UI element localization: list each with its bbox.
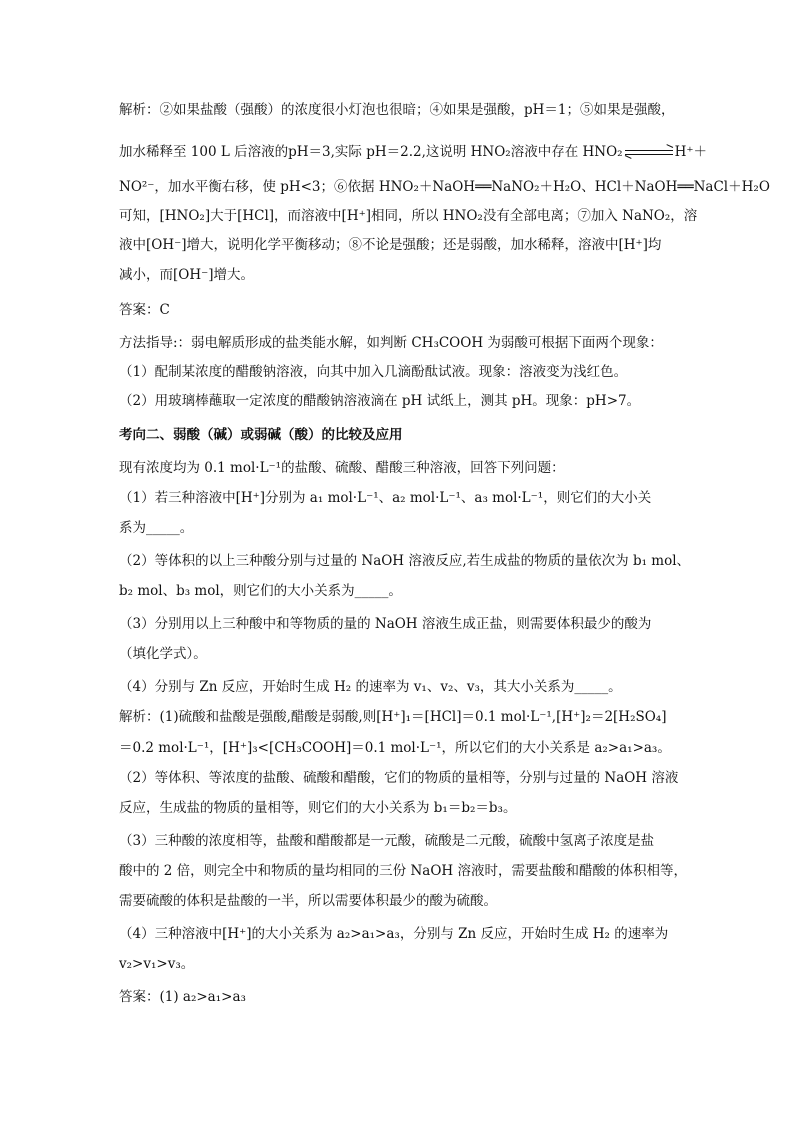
text-line: （1）配制某浓度的醋酸钠溶液，向其中加入几滴酚酞试液。现象：溶液变为浅红色。 <box>119 364 628 380</box>
question-line: b₂ mol、b₃ mol，则它们的大小关系为_____。 <box>119 583 402 599</box>
text-line: 现有浓度均为 0.1 mol·L⁻¹的盐酸、硫酸、醋酸三种溶液，回答下列问题： <box>119 460 565 476</box>
question-line: （2）等体积的以上三种酸分别与过量的 NaOH 溶液反应,若生成盐的物质的量依次为 b₁ mol、 <box>119 553 691 569</box>
text-line: （3）三种酸的浓度相等，盐酸和醋酸都是一元酸，硫酸是二元酸，硫酸中氢离子浓度是盐 <box>119 833 655 849</box>
text-segment: 加水稀释至 100 L 后溶液的pH＝3,实际 pH＝2.2,这说明 HNO₂溶液中存在 HNO₂ <box>119 144 623 160</box>
text-line: 需要硫酸的体积是盐酸的一半，所以需要体积最少的酸为硫酸。 <box>119 893 497 909</box>
question-line: 系为_____。 <box>119 520 194 536</box>
text-line: ＝0.2 mol·L⁻¹，[H⁺]₃<[CH₃COOH]＝0.1 mol·L⁻¹，所以它们的大小关系是 a₂>a₁>a₃。 <box>119 740 671 756</box>
text-line: 可知，[HNO₂]大于[HCl]，而溶液中[H⁺]相同，所以 HNO₂没有全部电离；⑦加入 NaNO₂，溶 <box>119 208 698 224</box>
answer-line: 答案：(1) a₂>a₁>a₃ <box>119 989 246 1005</box>
text-line: 酸中的 2 倍，则完全中和物质的量均相同的三份 NaOH 溶液时，需要盐酸和醋酸的体积相等， <box>119 863 687 879</box>
answer-line: 答案：C <box>119 302 170 318</box>
equilibrium-arrow-icon <box>623 147 675 159</box>
question-line: （3）分别用以上三种酸中和等物质的量的 NaOH 溶液生成正盐，则需要体积最少的酸为 <box>119 616 652 632</box>
text-line: 方法指导:：弱电解质形成的盐类能水解，如判断 CH₃COOH 为弱酸可根据下面两个现象： <box>119 335 663 351</box>
text-line: 反应，生成盐的物质的量相等，则它们的大小关系为 b₁＝b₂＝b₃。 <box>119 800 517 816</box>
text-segment: H⁺＋ <box>674 144 707 160</box>
question-line: （填化学式）。 <box>119 646 207 662</box>
text-line: v₂>v₁>v₃。 <box>119 956 195 972</box>
text-line: 液中[OH⁻]增大，说明化学平衡移动；⑧不论是强酸；还是弱酸，加水稀释，溶液中[H⁺]均 <box>119 237 662 253</box>
text-line: （2）等体积、等浓度的盐酸、硫酸和醋酸，它们的物质的量相等，分别与过量的 NaOH 溶液 <box>119 770 679 786</box>
question-line: （4）分别与 Zn 反应，开始时生成 H₂ 的速率为 v₁、v₂、v₃，其大小关系为_____。 <box>119 679 622 695</box>
text-line: 解析：②如果盐酸（强酸）的浓度很小灯泡也很暗；④如果是强酸，pH＝1；⑤如果是强酸， <box>119 102 675 118</box>
text-line: （4）三种溶液中[H⁺]的大小关系为 a₂>a₁>a₃，分别与 Zn 反应，开始时生成 H₂ 的速率为 <box>119 926 669 942</box>
text-line: 解析：(1)硫酸和盐酸是强酸,醋酸是弱酸,则[H⁺]₁＝[HCl]＝0.1 mol·L⁻¹,[H⁺]₂＝2[H₂SO₄] <box>119 709 667 725</box>
section-heading: 考向二、弱酸（碱）或弱碱（酸）的比较及应用 <box>119 427 403 443</box>
text-line <box>119 143 707 161</box>
text-line: NO²⁻，加水平衡右移，使 pH<3；⑥依据 HNO₂＋NaOH══NaNO₂＋H₂O、HCl＋NaOH══NaCl＋H₂O <box>119 179 770 195</box>
text-line: 减小，而[OH⁻]增大。 <box>119 267 254 283</box>
text-line: （2）用玻璃棒蘸取一定浓度的醋酸钠溶液滴在 pH 试纸上，测其 pH。现象：pH>7。 <box>119 393 641 409</box>
question-line: （1）若三种溶液中[H⁺]分别为 a₁ mol·L⁻¹、a₂ mol·L⁻¹、a₃ mol·L⁻¹，则它们的大小关 <box>119 490 652 506</box>
